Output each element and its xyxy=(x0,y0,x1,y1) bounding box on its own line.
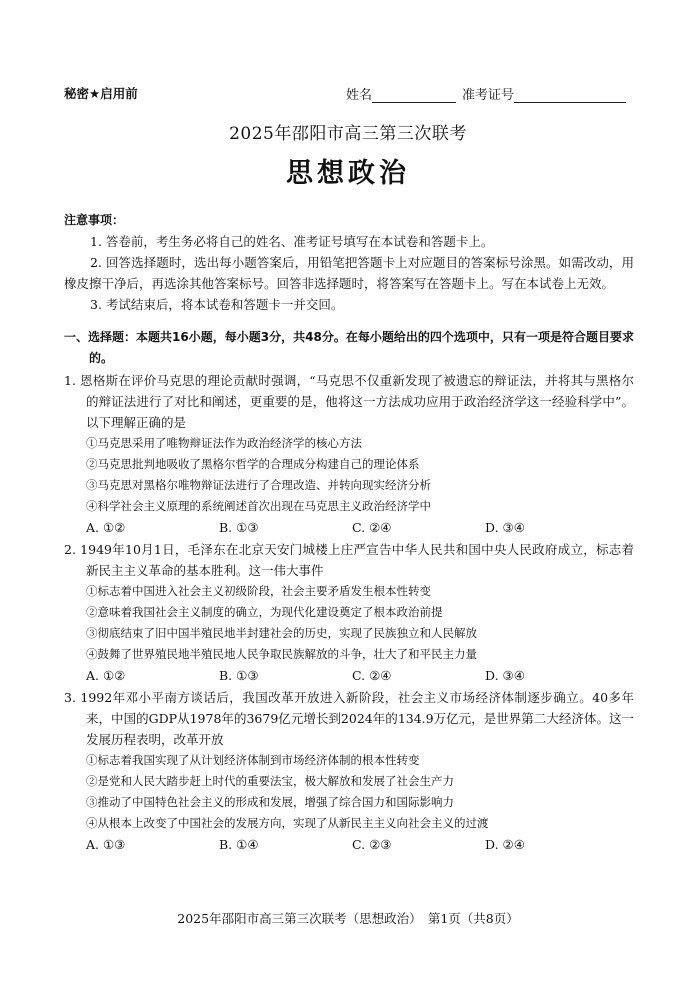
statement-option: ①标志着我国实现了从计划经济体制到市场经济体制的根本性转变 xyxy=(86,753,420,767)
statement-option: ②是党和人民大踏步赶上时代的重要法宝，极大解放和发展了社会生产力 xyxy=(86,774,454,788)
question-2 xyxy=(64,539,634,686)
question-stem: 1. 恩格斯在评价马克思的理论贡献时强调，“马克思不仅重新发现了被遗忘的辩证法，并将其与黑格尔的辩证法进行了对比和阐述，更重要的是，他将这一方法成功应用于政治经济学这一经验科学中”。以下理解正确的是 xyxy=(64,373,634,430)
subject-title: 思想政治 xyxy=(286,158,410,189)
name-label: 姓名 xyxy=(346,88,373,103)
choice-a: A. ①② xyxy=(86,668,126,683)
choice-d: D. ②④ xyxy=(485,837,525,852)
answer-choices xyxy=(64,665,634,686)
secret-label: 秘密★启用前 xyxy=(64,86,138,101)
answer-choices xyxy=(64,517,634,538)
statement-option: ②马克思批判地吸收了黑格尔哲学的合理成分构建自己的理论体系 xyxy=(86,457,420,471)
choice-b: B. ①③ xyxy=(219,668,259,683)
statement-option: ④鼓舞了世界殖民地半殖民地人民争取民族解放的斗争，壮大了和平民主力量 xyxy=(86,647,477,661)
exam-title: 2025年邵阳市高三第三次联考 xyxy=(229,124,467,144)
question-stem: 2. 1949年10月1日，毛泽东在北京天安门城楼上庄严宣告中华人民共和国中央人民政府成立，标志着新民主主义革命的基本胜利。这一伟大事件 xyxy=(64,542,634,578)
section-heading: 一、选择题：本题共16小题，每小题3分，共48分。在每小题给出的四个选项中，只有一项是符合题目要求的。 xyxy=(64,330,634,365)
id-label: 准考证号 xyxy=(462,88,515,103)
choice-b: B. ①③ xyxy=(219,520,259,535)
statement-option: ③彻底结束了旧中国半殖民地半封建社会的历史，实现了民族独立和人民解放 xyxy=(86,626,477,640)
choice-d: D. ③④ xyxy=(485,520,525,535)
statement-option: ①标志着中国进入社会主义初级阶段，社会主要矛盾发生根本性转变 xyxy=(86,584,431,598)
statement-option: ③推动了中国特色社会主义的形成和发展，增强了综合国力和国际影响力 xyxy=(86,795,454,809)
question-stem: 3. 1992年邓小平南方谈话后，我国改革开放进入新阶段，社会主义市场经济体制逐步确立。40多年来，中国的GDP从1978年的3679亿元增长到2024年的134.9万亿元，是世界第二大经济体。这一发展历程表明，改革开放 xyxy=(64,690,634,747)
note-item: 1. 答卷前，考生务必将自己的姓名、准考证号填写在本试卷和答题卡上。 xyxy=(90,234,494,249)
page-footer: 2025年邵阳市高三第三次联考（思想政治） 第1页（共8页） xyxy=(177,911,519,926)
question-1 xyxy=(64,370,634,538)
answer-choices xyxy=(64,834,634,855)
note-item: 2. 回答选择题时，选出每小题答案后，用铅笔把答题卡上对应题目的答案标号涂黑。如需改动，用橡皮擦干净后，再选涂其他答案标号。回答非选择题时，将答案写在答题卡上。写在本试卷上无效。 xyxy=(64,255,634,291)
choice-c: C. ②④ xyxy=(352,520,392,535)
choice-a: A. ①③ xyxy=(86,837,126,852)
statement-option: ④科学社会主义原理的系统阐述首次出现在马克思主义政治经济学中 xyxy=(86,499,431,513)
statement-option: ①马克思采用了唯物辩证法作为政治经济学的核心方法 xyxy=(86,436,362,450)
statement-option: ②意味着我国社会主义制度的确立，为现代化建设奠定了根本政治前提 xyxy=(86,605,443,619)
name-blank xyxy=(372,88,456,103)
candidate-fields xyxy=(346,84,626,103)
question-3 xyxy=(64,687,634,855)
id-blank xyxy=(514,88,626,103)
choice-b: B. ①④ xyxy=(219,837,259,852)
top-line xyxy=(64,84,632,104)
choice-a: A. ①② xyxy=(86,520,126,535)
choice-c: C. ②③ xyxy=(352,837,392,852)
main-content xyxy=(64,210,634,855)
choice-d: D. ③④ xyxy=(485,668,525,683)
statement-option: ④从根本上改变了中国社会的发展方向，实现了从新民主主义向社会主义的过渡 xyxy=(86,816,489,830)
notes-title: 注意事项： xyxy=(64,213,125,227)
note-item: 3. 考试结束后，将本试卷和答题卡一并交回。 xyxy=(90,297,344,312)
choice-c: C. ②④ xyxy=(352,668,392,683)
statement-option: ③马克思对黑格尔唯物辩证法进行了合理改造、并转向现实经济分析 xyxy=(86,478,431,492)
